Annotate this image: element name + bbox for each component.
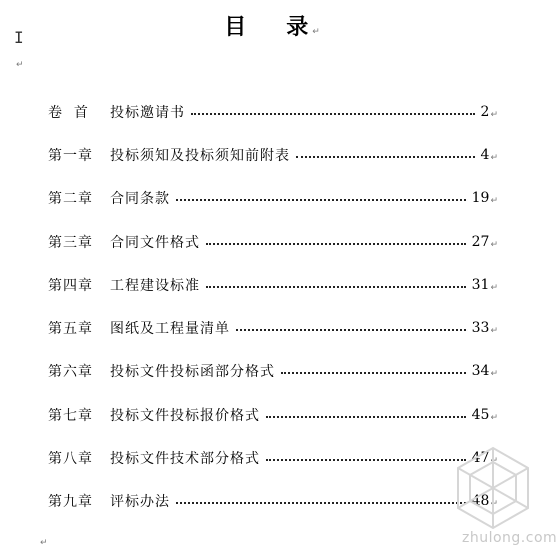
- page-number: 4: [480, 146, 490, 163]
- title-char-2: 录: [286, 15, 311, 40]
- toc-entry[interactable]: [48, 350, 498, 393]
- page-number: 34: [471, 363, 490, 380]
- paragraph-mark-icon: ↵: [490, 369, 498, 380]
- toc-entry[interactable]: [48, 133, 498, 176]
- paragraph-mark-icon: ↵: [490, 109, 498, 120]
- page-number: 47: [471, 450, 490, 467]
- paragraph-mark-icon: ↵: [490, 152, 498, 163]
- dot-leader: [176, 199, 466, 201]
- paragraph-mark-icon: ↵: [490, 326, 498, 337]
- dot-leader: [266, 459, 466, 461]
- chapter-name: 投标邀请书: [110, 104, 185, 121]
- page-number: 2: [480, 103, 490, 120]
- chapter-name: 评标办法: [110, 494, 170, 511]
- table-of-contents: [48, 90, 498, 523]
- chapter-name: 投标文件投标报价格式: [110, 407, 260, 424]
- paragraph-mark-icon: ↵: [490, 499, 498, 510]
- paragraph-mark-icon: ↵: [16, 60, 24, 70]
- page-number: 45: [471, 406, 490, 423]
- toc-entry[interactable]: [48, 90, 498, 133]
- chapter-name: 投标须知及投标须知前附表: [110, 147, 290, 164]
- page-number: 31: [471, 276, 490, 293]
- dot-leader: [206, 286, 466, 288]
- chapter-label: 卷 首: [48, 104, 89, 121]
- paragraph-mark-icon: ↵: [490, 196, 498, 207]
- paragraph-mark-icon: ↵: [40, 538, 48, 548]
- page-number: 33: [471, 320, 490, 337]
- chapter-name: 合同文件格式: [110, 234, 200, 251]
- toc-entry[interactable]: [48, 480, 498, 523]
- toc-entry[interactable]: [48, 263, 498, 306]
- paragraph-mark-icon: ↵: [490, 282, 498, 293]
- dot-leader: [266, 416, 466, 418]
- paragraph-mark-icon: ↵: [490, 239, 498, 250]
- dot-leader: [296, 156, 475, 158]
- paragraph-mark-icon: ↵: [490, 412, 498, 423]
- page-title: [0, 10, 546, 41]
- chapter-name: 投标文件技术部分格式: [110, 451, 260, 468]
- dot-leader: [176, 502, 466, 504]
- chapter-label: 第四章: [48, 277, 93, 294]
- zhulong-logo-icon: [448, 440, 538, 540]
- chapter-label: 第六章: [48, 364, 93, 381]
- page-number: 27: [471, 233, 490, 250]
- chapter-name: 工程建设标准: [110, 277, 200, 294]
- paragraph-mark-icon: ↵: [490, 456, 498, 467]
- toc-entry[interactable]: [48, 220, 498, 263]
- text-cursor-icon: I: [14, 28, 24, 47]
- chapter-name: 投标文件投标函部分格式: [110, 364, 275, 381]
- paragraph-mark-icon: ↵: [312, 27, 322, 37]
- toc-entry[interactable]: [48, 393, 498, 436]
- title-char-1: 目: [224, 15, 249, 40]
- toc-entry[interactable]: [48, 306, 498, 349]
- dot-leader: [191, 113, 475, 115]
- toc-entry[interactable]: [48, 436, 498, 479]
- chapter-label: 第九章: [48, 494, 93, 511]
- toc-entry[interactable]: [48, 177, 498, 220]
- chapter-label: 第八章: [48, 451, 93, 468]
- chapter-name: 合同条款: [110, 191, 170, 208]
- dot-leader: [236, 329, 466, 331]
- page-number: 19: [471, 190, 490, 207]
- chapter-label: 第五章: [48, 321, 93, 338]
- chapter-label: 第二章: [48, 191, 93, 208]
- watermark-text: zhulong.com: [462, 530, 557, 546]
- page-number: 48: [471, 493, 490, 510]
- dot-leader: [206, 243, 466, 245]
- chapter-label: 第三章: [48, 234, 93, 251]
- chapter-label: 第七章: [48, 407, 93, 424]
- chapter-name: 图纸及工程量清单: [110, 321, 230, 338]
- dot-leader: [281, 372, 466, 374]
- chapter-label: 第一章: [48, 147, 93, 164]
